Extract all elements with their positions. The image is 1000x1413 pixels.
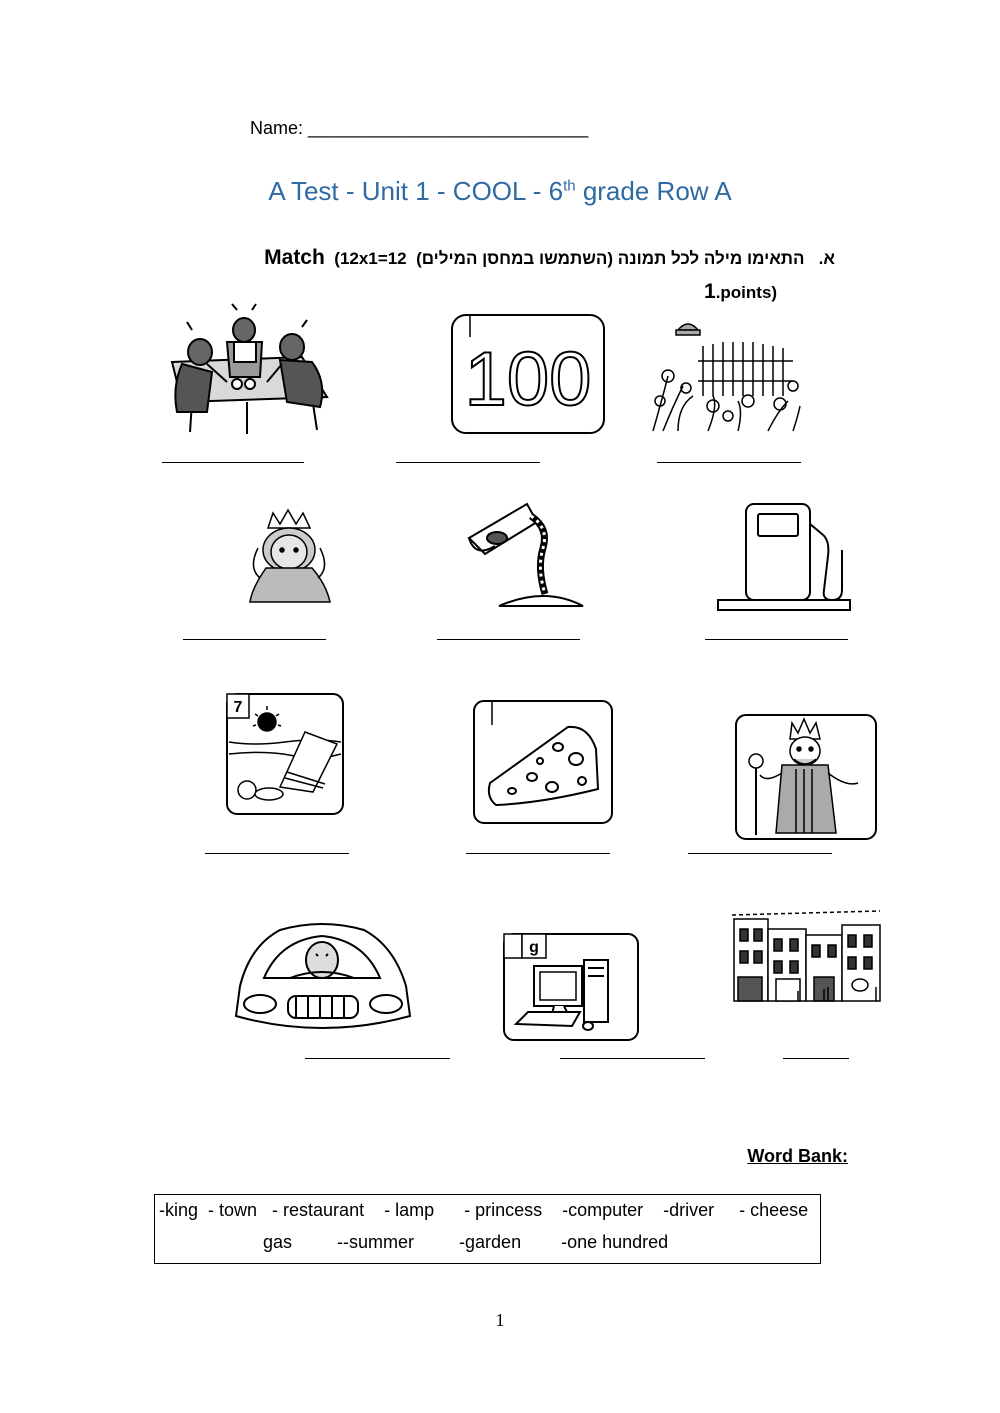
instruction-points-num: 1 xyxy=(704,280,716,303)
word-bank-box xyxy=(154,1194,821,1264)
answer-blank[interactable] xyxy=(305,1058,450,1059)
title-superscript: th xyxy=(563,177,576,195)
answer-blank[interactable] xyxy=(783,1058,849,1059)
lamp-icon xyxy=(465,498,589,608)
word-bank-row-1: -king - town - restaurant - lamp - princess -computer -driver - cheese xyxy=(159,1200,809,1220)
answer-blank[interactable] xyxy=(560,1058,705,1059)
answer-blank[interactable] xyxy=(437,639,580,640)
answer-blank[interactable] xyxy=(396,462,540,463)
answer-blank[interactable] xyxy=(657,462,801,463)
instruction-match-label: Match xyxy=(264,246,325,269)
town-icon xyxy=(728,905,884,1009)
answer-blank[interactable] xyxy=(705,639,848,640)
answer-blank[interactable] xyxy=(466,853,610,854)
computer-label: g xyxy=(529,939,539,956)
title-end: grade Row A xyxy=(575,176,732,206)
computer-icon xyxy=(502,932,640,1042)
instruction-points-text: .points) xyxy=(715,283,778,302)
page-title xyxy=(0,176,1000,207)
instruction-number: א. xyxy=(818,249,835,268)
summer-beach-label: 7 xyxy=(233,699,243,716)
title-main: A Test - Unit 1 - COOL - 6 xyxy=(268,176,564,206)
instruction-points-line xyxy=(704,280,777,304)
word-bank-title: Word Bank: xyxy=(747,1146,848,1166)
instruction-points-expr: (12x1=12 xyxy=(334,249,407,268)
cheese-icon xyxy=(472,699,614,825)
answer-blank[interactable] xyxy=(205,853,349,854)
garden-icon xyxy=(648,316,804,436)
princess-icon xyxy=(238,508,346,604)
name-field-label: Name: ____________________________ xyxy=(250,118,589,138)
word-bank-row-2: gas --summer -garden -one hundred xyxy=(263,1232,669,1252)
answer-blank[interactable] xyxy=(183,639,326,640)
summer-beach-icon xyxy=(225,692,345,816)
restaurant-diners-icon xyxy=(152,302,340,440)
hundred-number-icon xyxy=(450,313,606,435)
king-icon xyxy=(734,713,878,841)
answer-blank[interactable] xyxy=(688,853,832,854)
instruction-line xyxy=(264,246,835,270)
hundred-number-label: 100 xyxy=(464,337,592,422)
instruction-hebrew: התאימו מילה לכל תמונה (השתמשו במחסן המילים) xyxy=(416,249,805,268)
driver-car-icon xyxy=(230,916,416,1038)
gas-pump-icon xyxy=(716,500,852,612)
page-number: 1 xyxy=(495,1310,505,1330)
answer-blank[interactable] xyxy=(162,462,304,463)
